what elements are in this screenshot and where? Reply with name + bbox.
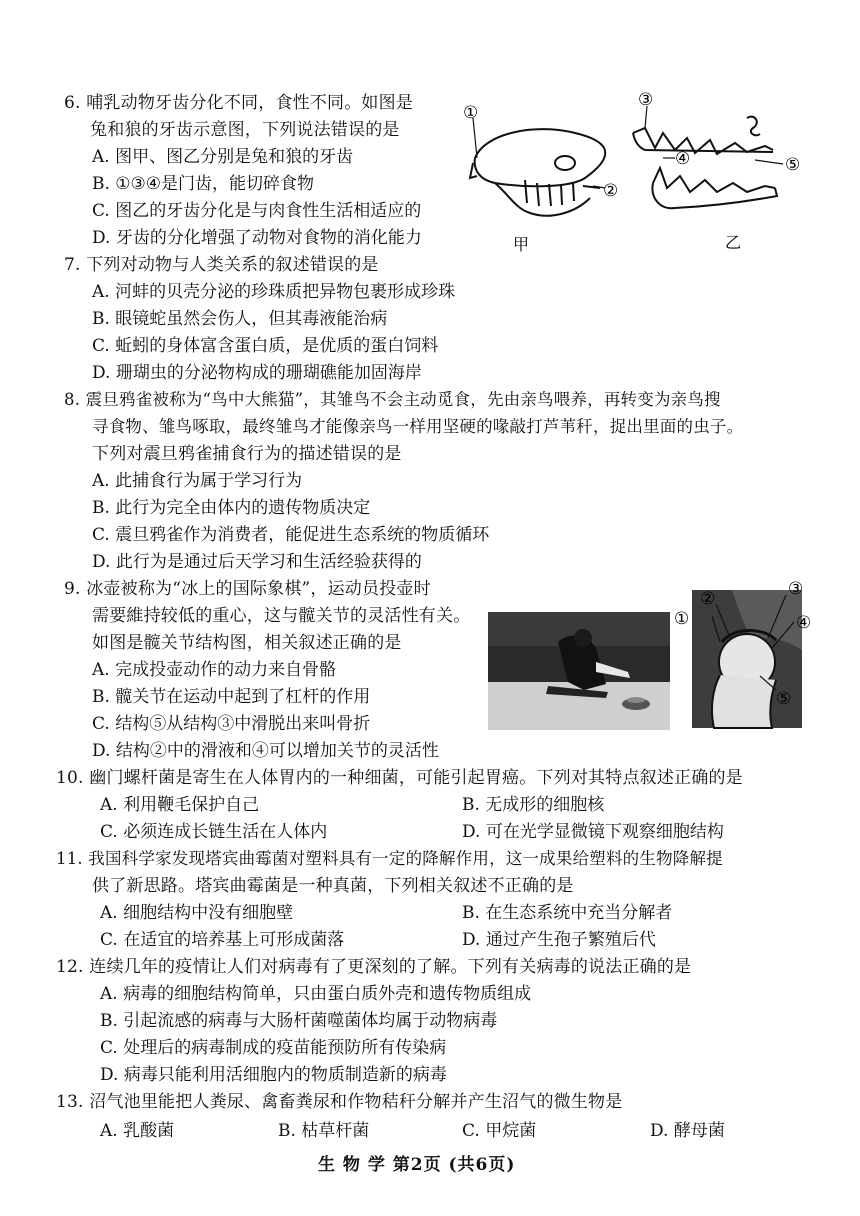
q11-option-a: A. 细胞结构中没有细胞壁 (100, 903, 294, 923)
q9-mark-2: ② (700, 589, 716, 609)
q8-stem-line3: 下列对震旦鸦雀捕食行为的描述错误的是 (92, 444, 402, 464)
q10-stem: 10. 幽门螺杆菌是寄生在人体胃内的一种细菌，可能引起胃癌。下列对其特点叙述正确的是 (56, 768, 743, 788)
q13-stem: 13. 沼气池里能把人粪尿、禽畜粪尿和作物秸秆分解并产生沼气的微生物是 (56, 1092, 623, 1112)
q7-option-c: C. 蚯蚓的身体富含蛋白质，是优质的蛋白饲料 (92, 336, 439, 356)
q8-option-b: B. 此行为完全由体内的遗传物质决定 (92, 498, 371, 518)
q10-option-d: D. 可在光学显微镜下观察细胞结构 (462, 822, 724, 842)
rabbit-skull-drawing (470, 129, 605, 216)
q6-option-c: C. 图乙的牙齿分化是与肉食性生活相适应的 (92, 201, 422, 221)
q13-option-c: C. 甲烷菌 (462, 1121, 537, 1141)
q6-fig-label-yi: 乙 (725, 233, 742, 252)
q13-option-d: D. 酵母菌 (650, 1121, 725, 1141)
q6-option-d: D. 牙齿的分化增强了动物对食物的消化能力 (92, 228, 422, 248)
q9-stem-line2: 需要維持较低的重心，这与髋关节的灵活性有关。 (92, 606, 471, 626)
q6-mark-1: ① (463, 103, 479, 123)
q9-option-b: B. 髋关节在运动中起到了杠杆的作用 (92, 687, 371, 707)
q8-stem-line1: 8. 震旦鸦雀被称为“鸟中大熊猫”，其雏鸟不会主动觅食，先由亲鸟喂养，再转变为亲鸟搜 (64, 390, 721, 409)
q7-option-b: B. 眼镜蛇虽然会伤人，但其毒液能治病 (92, 309, 388, 329)
q12-stem: 12. 连续几年的疫情让人们对病毒有了更深刻的了解。下列有关病毒的说法正确的是 (56, 957, 692, 977)
q6-mark-4: ④ (675, 149, 691, 169)
q6-option-a: A. 图甲、图乙分别是兔和狼的牙齿 (92, 147, 354, 167)
q8-stem-line2: 寻食物、雏鸟啄取，最终雏鸟才能像亲鸟一样用坚硬的喙敲打芦苇秆，捉出里面的虫子。 (92, 417, 744, 436)
q6-mark-2: ② (603, 181, 619, 201)
q11-stem-line1: 11. 我国科学家发现塔宾曲霉菌对塑料具有一定的降解作用，这一成果给塑料的生物降解提 (56, 849, 723, 868)
q13-option-b: B. 枯草杆菌 (278, 1121, 370, 1141)
q13-option-a: A. 乳酸菌 (100, 1121, 175, 1141)
q10-option-b: B. 无成形的细胞核 (462, 795, 605, 815)
q6-stem-line2: 兔和狼的牙齿示意图，下列说法错误的是 (90, 120, 400, 140)
page-footer: 生 物 学 第2页 (共6页) (318, 1155, 516, 1175)
teeth-diagram (455, 88, 815, 258)
q9-stem-line3: 如图是髋关节结构图，相关叙述正确的是 (92, 633, 402, 653)
q6-mark-5: ⑤ (785, 155, 801, 175)
q9-option-a: A. 完成投壶动作的动力来自骨骼 (92, 660, 337, 680)
q8-option-d: D. 此行为是通过后天学习和生活经验获得的 (92, 552, 422, 572)
q7-option-a: A. 河蚌的贝壳分泌的珍珠质把异物包裹形成珍珠 (92, 282, 456, 302)
q12-option-d: D. 病毒只能利用活细胞内的物质制造新的病毒 (100, 1065, 447, 1085)
q12-option-c: C. 处理后的病毒制成的疫苗能预防所有传染病 (100, 1038, 447, 1058)
q7-option-d: D. 珊瑚虫的分泌物构成的珊瑚礁能加固海岸 (92, 363, 422, 383)
q12-option-a: A. 病毒的细胞结构简单，只由蛋白质外壳和遗传物质组成 (100, 984, 532, 1004)
curling-photo (488, 612, 670, 730)
q6-fig-label-jia: 甲 (513, 235, 530, 254)
q6-option-b: B. ①③④是门齿，能切碎食物 (92, 174, 315, 194)
q11-option-d: D. 通过产生孢子繁殖后代 (462, 930, 656, 950)
wolf-jaw-drawing (633, 117, 777, 209)
q9-mark-1: ① (674, 609, 690, 629)
q9-mark-5: ⑤ (776, 689, 792, 709)
q11-option-c: C. 在适宜的培养基上可形成菌落 (100, 930, 345, 950)
hip-joint-diagram (672, 580, 822, 732)
q12-option-b: B. 引起流感的病毒与大肠杆菌噬菌体均属于动物病毒 (100, 1011, 498, 1031)
q6-stem-line1: 6. 哺乳动物牙齿分化不同，食性不同。如图是 (64, 93, 414, 113)
q8-option-c: C. 震旦鸦雀作为消费者，能促进生态系统的物质循环 (92, 525, 490, 545)
q11-stem-line2: 供了新思路。塔宾曲霉菌是一种真菌，下列相关叙述不正确的是 (92, 876, 574, 896)
q10-option-a: A. 利用鞭毛保护自己 (100, 795, 260, 815)
q11-option-b: B. 在生态系统中充当分解者 (462, 903, 673, 923)
q8-option-a: A. 此捕食行为属于学习行为 (92, 471, 303, 491)
q9-mark-3: ③ (788, 580, 804, 599)
q9-option-c: C. 结构⑤从结构③中滑脱出来叫骨折 (92, 714, 371, 734)
q7-stem: 7. 下列对动物与人类关系的叙述错误的是 (64, 255, 379, 275)
q9-option-d: D. 结构②中的滑液和④可以增加关节的灵活性 (92, 741, 439, 761)
q9-stem-line1: 9. 冰壶被称为“冰上的国际象棋”，运动员投壶时 (64, 579, 431, 599)
q6-mark-3: ③ (638, 90, 654, 110)
q10-option-c: C. 必须连成长链生活在人体内 (100, 822, 328, 842)
q9-mark-4: ④ (796, 613, 812, 633)
